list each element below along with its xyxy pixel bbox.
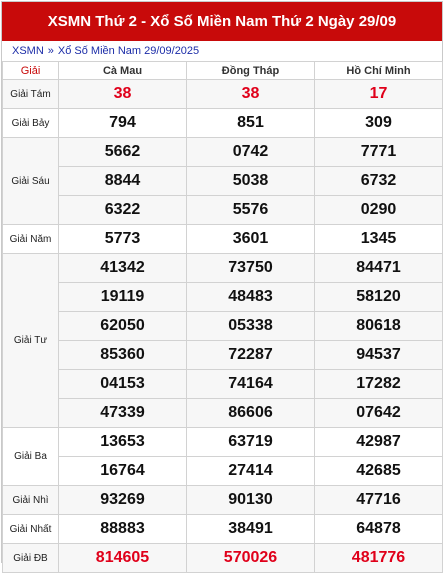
table-row (3, 544, 443, 573)
result-number: 309 (315, 109, 443, 138)
result-number: 93269 (59, 486, 187, 515)
special-prize-number: 814605 (59, 544, 187, 573)
col-header-province[interactable]: Cà Mau (59, 62, 187, 80)
result-number: 72287 (187, 341, 315, 370)
table-row (3, 138, 443, 167)
result-number: 86606 (187, 399, 315, 428)
result-number: 8844 (59, 167, 187, 196)
result-number: 0290 (315, 196, 443, 225)
prize-label: Giải Ba (3, 428, 59, 486)
prize-label: Giải Nhì (3, 486, 59, 515)
result-number: 13653 (59, 428, 187, 457)
result-number: 84471 (315, 254, 443, 283)
table-row (3, 312, 443, 341)
table-row (3, 370, 443, 399)
prize-label: Giải Nhất (3, 515, 59, 544)
result-number: 6732 (315, 167, 443, 196)
result-number: 0742 (187, 138, 315, 167)
result-number: 17282 (315, 370, 443, 399)
result-number: 42987 (315, 428, 443, 457)
result-number: 73750 (187, 254, 315, 283)
result-number: 851 (187, 109, 315, 138)
result-number: 85360 (59, 341, 187, 370)
page-title (2, 2, 442, 41)
table-row (3, 486, 443, 515)
result-number: 19119 (59, 283, 187, 312)
table-header-row (3, 62, 443, 80)
result-number: 6322 (59, 196, 187, 225)
table-row (3, 283, 443, 312)
table-row (3, 109, 443, 138)
result-number: 38 (59, 80, 187, 109)
table-row (3, 196, 443, 225)
prize-label: Giải Năm (3, 225, 59, 254)
result-number: 63719 (187, 428, 315, 457)
result-number: 42685 (315, 457, 443, 486)
page-title-text: XSMN Thứ 2 - Xổ Số Miền Nam Thứ 2 Ngày 29/09 (47, 13, 397, 30)
result-number: 74164 (187, 370, 315, 399)
table-row (3, 341, 443, 370)
table-row (3, 399, 443, 428)
prize-label: Giải Bảy (3, 109, 59, 138)
col-header-prize: Giải (3, 62, 59, 80)
breadcrumb-separator: » (47, 44, 54, 57)
result-number: 5662 (59, 138, 187, 167)
result-number: 80618 (315, 312, 443, 341)
result-number: 62050 (59, 312, 187, 341)
result-number: 38491 (187, 515, 315, 544)
result-number: 7771 (315, 138, 443, 167)
result-number: 47716 (315, 486, 443, 515)
table-row (3, 254, 443, 283)
table-row (3, 457, 443, 486)
breadcrumb (2, 41, 442, 60)
table-row (3, 515, 443, 544)
result-number: 88883 (59, 515, 187, 544)
special-prize-number: 570026 (187, 544, 315, 573)
result-number: 5038 (187, 167, 315, 196)
result-number: 794 (59, 109, 187, 138)
results-table (2, 61, 443, 573)
result-number: 64878 (315, 515, 443, 544)
result-number: 48483 (187, 283, 315, 312)
result-number: 27414 (187, 457, 315, 486)
results-frame (1, 1, 443, 566)
table-row (3, 80, 443, 109)
prize-label: Giải Sáu (3, 138, 59, 225)
special-prize-number: 481776 (315, 544, 443, 573)
result-number: 17 (315, 80, 443, 109)
result-number: 1345 (315, 225, 443, 254)
result-number: 16764 (59, 457, 187, 486)
result-number: 58120 (315, 283, 443, 312)
breadcrumb-home-link[interactable]: XSMN (12, 44, 44, 57)
table-row (3, 225, 443, 254)
table-row (3, 428, 443, 457)
result-number: 04153 (59, 370, 187, 399)
col-header-province[interactable]: Hồ Chí Minh (315, 62, 443, 80)
result-number: 47339 (59, 399, 187, 428)
result-number: 5773 (59, 225, 187, 254)
result-number: 41342 (59, 254, 187, 283)
prize-label: Giải Tư (3, 254, 59, 428)
result-number: 3601 (187, 225, 315, 254)
prize-label: Giải Tám (3, 80, 59, 109)
result-number: 05338 (187, 312, 315, 341)
prize-label: Giải ĐB (3, 544, 59, 573)
result-number: 38 (187, 80, 315, 109)
col-header-province[interactable]: Đồng Tháp (187, 62, 315, 80)
result-number: 07642 (315, 399, 443, 428)
result-number: 5576 (187, 196, 315, 225)
breadcrumb-current-link[interactable]: Xổ Số Miền Nam 29/09/2025 (57, 44, 200, 57)
table-row (3, 167, 443, 196)
result-number: 90130 (187, 486, 315, 515)
result-number: 94537 (315, 341, 443, 370)
